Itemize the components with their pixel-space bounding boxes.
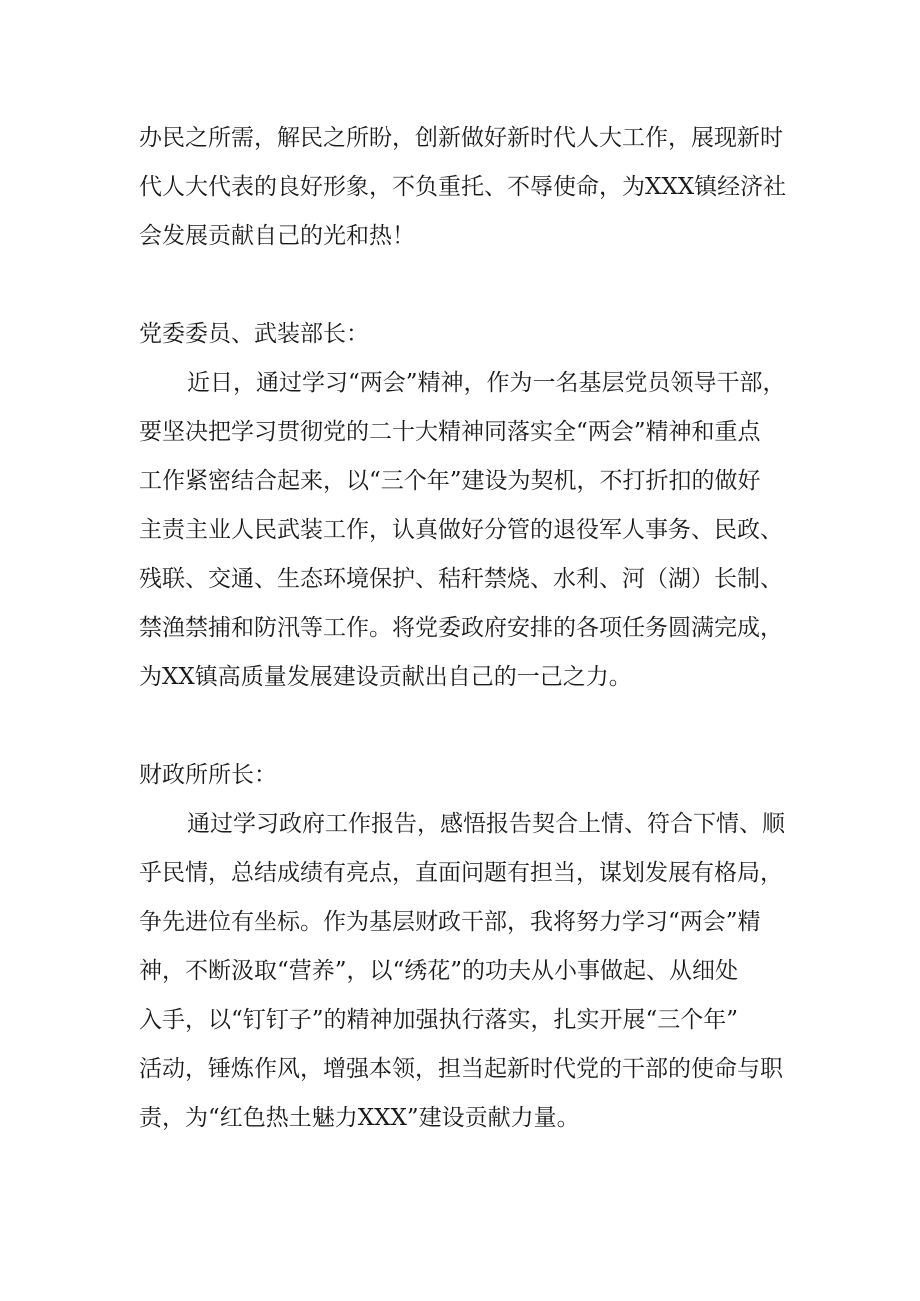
section-heading-wuzhuang: 党委委员、武装部长： (139, 321, 369, 347)
caizheng-line-4: 神，不断汲取“营养”，以“绣花”的功夫从小事做起、从细处 (139, 958, 739, 984)
wuzhuang-line-6: 禁渔禁捕和防汛等工作。将党委政府安排的各项任务圆满完成， (139, 615, 783, 641)
caizheng-line-7: 责，为“红色热土魅力XXX”建设贡献力量。 (139, 1105, 580, 1131)
wuzhuang-line-2: 要坚决把学习贯彻党的二十大精神同落实全“两会”精神和重点 (139, 419, 761, 445)
caizheng-line-6: 活动，锤炼作风，增强本领，担当起新时代党的干部的使命与职 (139, 1056, 783, 1082)
intro-line-3: 会发展贡献自己的光和热！ (139, 223, 415, 249)
caizheng-line-2: 乎民情，总结成绩有亮点，直面问题有担当，谋划发展有格局， (139, 860, 783, 886)
wuzhuang-line-4: 主责主业人民武装工作，认真做好分管的退役军人事务、民政、 (139, 517, 783, 543)
section-heading-caizheng: 财政所所长： (139, 762, 277, 788)
caizheng-line-5: 入手，以“钉钉子”的精神加强执行落实，扎实开展“三个年” (139, 1007, 739, 1033)
wuzhuang-line-7: 为XX镇高质量发展建设贡献出自己的一己之力。 (139, 664, 632, 690)
wuzhuang-line-1: 近日，通过学习“两会”精神，作为一名基层党员领导干部， (187, 370, 786, 396)
intro-line-1: 办民之所需，解民之所盼，创新做好新时代人大工作，展现新时 (139, 125, 783, 151)
caizheng-line-1: 通过学习政府工作报告，感悟报告契合上情、符合下情、顺 (187, 811, 785, 837)
caizheng-line-3: 争先进位有坐标。作为基层财政干部，我将努力学习“两会”精 (139, 909, 761, 935)
wuzhuang-line-5: 残联、交通、生态环境保护、秸秆禁烧、水利、河（湖）长制、 (139, 566, 783, 592)
intro-line-2: 代人大代表的良好形象，不负重托、不辱使命，为XXX镇经济社 (139, 174, 787, 200)
wuzhuang-line-3: 工作紧密结合起来，以“三个年”建设为契机，不打折扣的做好 (139, 468, 761, 494)
